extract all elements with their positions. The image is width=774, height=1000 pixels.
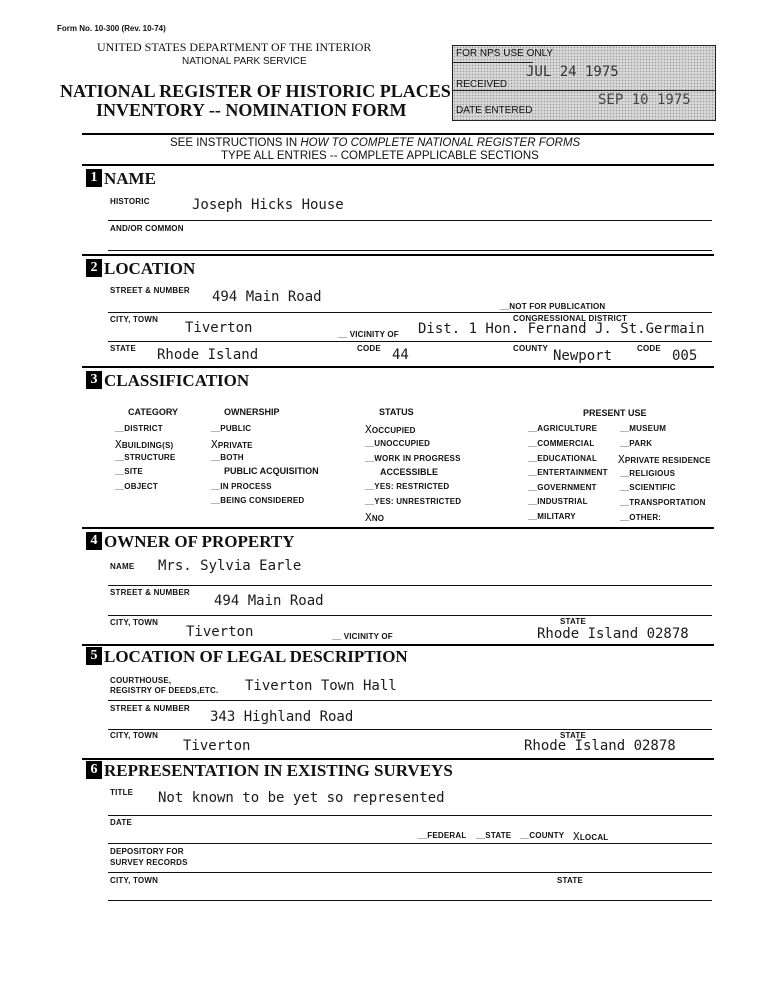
depository-label-line-2: SURVEY RECORDS — [110, 858, 188, 867]
location-city-label: CITY, TOWN — [110, 315, 159, 324]
survey-title-label: TITLE — [110, 788, 134, 797]
status-occupied[interactable] — [365, 423, 416, 436]
depository-label-line-1: DEPOSITORY FOR — [110, 847, 184, 856]
access-yes-restricted[interactable]: __YES: RESTRICTED — [365, 482, 450, 491]
section-5-number: 5 — [86, 647, 102, 665]
section-3-heading — [86, 371, 249, 391]
use-military[interactable]: __MILITARY — [528, 512, 576, 521]
survey-state-label: STATE — [557, 876, 584, 885]
status-heading: STATUS — [379, 407, 414, 417]
use-agriculture[interactable]: __AGRICULTURE — [528, 424, 598, 433]
entered-date-stamp: SEP 10 1975 — [598, 92, 691, 108]
nps-divider-1 — [453, 62, 533, 63]
category-buildings-mark: X — [115, 438, 122, 451]
courthouse-value[interactable]: Tiverton Town Hall — [245, 678, 397, 694]
section-6-number: 6 — [86, 761, 102, 779]
rule-survey-date — [108, 843, 712, 844]
section-4-heading — [86, 532, 295, 552]
nps-use-label: FOR NPS USE ONLY — [456, 48, 554, 59]
category-structure[interactable]: __STRUCTURE — [115, 453, 176, 462]
ownership-private[interactable] — [211, 438, 253, 451]
section-2-title: LOCATION — [104, 259, 196, 278]
survey-local-mark: X — [573, 830, 580, 843]
congressional-district-label: CONGRESSIONAL DISTRICT — [513, 314, 628, 323]
owner-city-label: CITY, TOWN — [110, 618, 159, 627]
survey-local-label: LOCAL — [579, 833, 609, 842]
section-4-number: 4 — [86, 532, 102, 550]
county-label: COUNTY — [513, 344, 548, 353]
ownership-public[interactable]: __PUBLIC — [211, 424, 252, 433]
survey-county[interactable]: __COUNTY — [520, 831, 565, 840]
category-site[interactable]: __SITE — [115, 467, 143, 476]
rule-survey-title — [108, 815, 712, 816]
courthouse-label-line-1: COURTHOUSE, — [110, 676, 172, 685]
rule-owner-street — [108, 615, 712, 616]
rule-courthouse — [108, 700, 712, 701]
section-3-rule — [82, 527, 714, 529]
section-3-title: CLASSIFICATION — [104, 371, 250, 390]
not-for-publication: __NOT FOR PUBLICATION — [500, 302, 606, 311]
use-transportation[interactable]: __TRANSPORTATION — [620, 498, 706, 507]
status-unoccupied[interactable]: __UNOCCUPIED — [365, 439, 431, 448]
ownership-private-mark: X — [211, 438, 218, 451]
use-scientific[interactable]: __SCIENTIFIC — [620, 483, 676, 492]
ownership-private-label: PRIVATE — [217, 441, 253, 450]
rule-owner-name — [108, 585, 712, 586]
owner-vicinity: __ VICINITY OF — [332, 632, 393, 641]
section-1-rule — [82, 254, 714, 256]
legal-city-label: CITY, TOWN — [110, 731, 159, 740]
legal-state-label: STATE — [560, 731, 587, 740]
nps-divider-2 — [453, 90, 715, 91]
legal-city-value[interactable]: Tiverton — [183, 738, 251, 754]
legal-street-label: STREET & NUMBER — [110, 704, 190, 713]
section-1-heading — [86, 169, 156, 189]
section-1-title: NAME — [104, 169, 156, 188]
common-name-label: AND/OR COMMON — [110, 224, 184, 233]
county-value[interactable]: Newport — [553, 348, 613, 364]
historic-label: HISTORIC — [110, 197, 150, 206]
section-2-rule — [82, 366, 714, 368]
instructions-line-2: TYPE ALL ENTRIES -- COMPLETE APPLICABLE SECTIONS — [221, 150, 539, 162]
status-occupied-label: OCCUPIED — [371, 426, 416, 435]
rule-historic — [108, 220, 712, 221]
survey-local[interactable] — [573, 830, 608, 843]
category-object[interactable]: __OBJECT — [115, 482, 158, 491]
present-use-heading: PRESENT USE — [583, 408, 647, 418]
use-industrial[interactable]: __INDUSTRIAL — [528, 497, 588, 506]
instructions-reference: HOW TO COMPLETE NATIONAL REGISTER FORMS — [300, 137, 581, 149]
courthouse-label-line-2: REGISTRY OF DEEDS,ETC. — [110, 686, 219, 695]
department-name: UNITED STATES DEPARTMENT OF THE INTERIOR — [97, 40, 372, 54]
location-city-value[interactable]: Tiverton — [185, 320, 253, 336]
use-religious[interactable]: __RELIGIOUS — [620, 469, 676, 478]
access-no-label: NO — [371, 514, 385, 523]
use-museum[interactable]: __MUSEUM — [620, 424, 667, 433]
historic-name-value[interactable]: Joseph Hicks House — [192, 197, 344, 213]
owner-name-value[interactable]: Mrs. Sylvia Earle — [158, 558, 302, 574]
survey-title-value[interactable]: Not known to be yet so represented — [158, 790, 445, 806]
location-state-value[interactable]: Rhode Island — [157, 347, 259, 363]
section-4-title: OWNER OF PROPERTY — [104, 532, 295, 551]
access-no-mark: X — [365, 511, 372, 524]
ownership-both[interactable]: __BOTH — [211, 453, 244, 462]
acquisition-being-considered[interactable]: __BEING CONSIDERED — [211, 496, 305, 505]
section-5-heading — [86, 647, 408, 667]
acquisition-in-process[interactable]: __IN PROCESS — [211, 482, 272, 491]
congressional-district-value[interactable]: Dist. 1 Hon. Fernand J. St.Germain — [418, 321, 705, 337]
form-title: NATIONAL REGISTER OF HISTORIC PLACES — [60, 81, 451, 101]
category-heading: CATEGORY — [128, 407, 179, 417]
status-work-in-progress[interactable]: __WORK IN PROGRESS — [365, 454, 461, 463]
owner-street-value[interactable]: 494 Main Road — [214, 593, 324, 609]
location-state-label: STATE — [110, 344, 137, 353]
use-other[interactable]: __OTHER: — [620, 513, 662, 522]
rule-survey-city — [108, 900, 712, 901]
use-private-residence-mark: X — [618, 453, 625, 466]
section-5-title: LOCATION OF LEGAL DESCRIPTION — [104, 647, 408, 666]
use-commercial[interactable]: __COMMERCIAL — [528, 439, 595, 448]
ownership-heading: OWNERSHIP — [224, 407, 280, 417]
access-yes-unrestricted[interactable]: __YES: UNRESTRICTED — [365, 497, 462, 506]
received-date-stamp: JUL 24 1975 — [526, 64, 619, 80]
section-6-heading — [86, 761, 453, 781]
use-educational[interactable]: __EDUCATIONAL — [528, 454, 598, 463]
form-number: Form No. 10-300 (Rev. 10-74) — [57, 24, 166, 33]
use-entertainment[interactable]: __ENTERTAINMENT — [528, 468, 608, 477]
legal-street-value[interactable]: 343 Highland Road — [210, 709, 354, 725]
owner-street-label: STREET & NUMBER — [110, 588, 190, 597]
instructions-prefix: SEE INSTRUCTIONS IN — [170, 137, 301, 149]
section-5-rule — [82, 758, 714, 760]
instructions-rule — [82, 164, 714, 166]
accessible-heading: ACCESSIBLE — [380, 467, 439, 477]
survey-federal[interactable]: __FEDERAL — [418, 831, 467, 840]
rule-location-city — [108, 341, 712, 342]
section-3-number: 3 — [86, 371, 102, 389]
owner-state-label: STATE — [560, 617, 587, 626]
section-4-rule — [82, 644, 714, 646]
section-1-number: 1 — [86, 169, 102, 187]
rule-depository — [108, 872, 712, 873]
access-no[interactable] — [365, 511, 384, 524]
state-code-label: CODE — [357, 344, 381, 353]
state-code-value[interactable]: 44 — [392, 347, 409, 363]
form-subtitle: INVENTORY -- NOMINATION FORM — [96, 100, 407, 120]
nps-use-box — [452, 45, 716, 121]
survey-state[interactable]: __STATE — [476, 831, 512, 840]
legal-state-value[interactable]: Rhode Island 02878 — [524, 738, 676, 754]
instructions-line-1 — [170, 137, 580, 149]
date-entered-label: DATE ENTERED — [456, 105, 533, 116]
category-buildings-label: BUILDING(S) — [121, 441, 174, 450]
received-label: RECEIVED — [456, 79, 508, 90]
owner-city-value[interactable]: Tiverton — [186, 624, 254, 640]
county-code-label: CODE — [637, 344, 661, 353]
category-district[interactable]: __DISTRICT — [115, 424, 163, 433]
use-private-residence[interactable] — [618, 453, 711, 466]
rule-common — [108, 250, 712, 251]
use-private-residence-label: PRIVATE RESIDENCE — [624, 456, 711, 465]
public-acquisition-heading: PUBLIC ACQUISITION — [224, 466, 319, 476]
county-code-value[interactable]: 005 — [672, 348, 698, 364]
header-rule — [82, 133, 714, 135]
section-6-title: REPRESENTATION IN EXISTING SURVEYS — [104, 761, 453, 780]
location-street-value[interactable]: 494 Main Road — [212, 289, 322, 305]
section-2-heading — [86, 259, 195, 279]
owner-name-label: NAME — [110, 562, 135, 571]
use-government[interactable]: __GOVERNMENT — [528, 483, 597, 492]
service-name: NATIONAL PARK SERVICE — [182, 56, 307, 67]
location-vicinity: __ VICINITY OF — [338, 330, 399, 339]
survey-date-label: DATE — [110, 818, 132, 827]
survey-city-label: CITY, TOWN — [110, 876, 159, 885]
rule-legal-street — [108, 729, 712, 730]
category-buildings[interactable] — [115, 438, 173, 451]
use-park[interactable]: __PARK — [620, 439, 653, 448]
rule-location-street — [108, 312, 712, 313]
location-street-label: STREET & NUMBER — [110, 286, 190, 295]
owner-state-value[interactable]: Rhode Island 02878 — [537, 626, 689, 642]
status-occupied-mark: X — [365, 423, 372, 436]
section-2-number: 2 — [86, 259, 102, 277]
